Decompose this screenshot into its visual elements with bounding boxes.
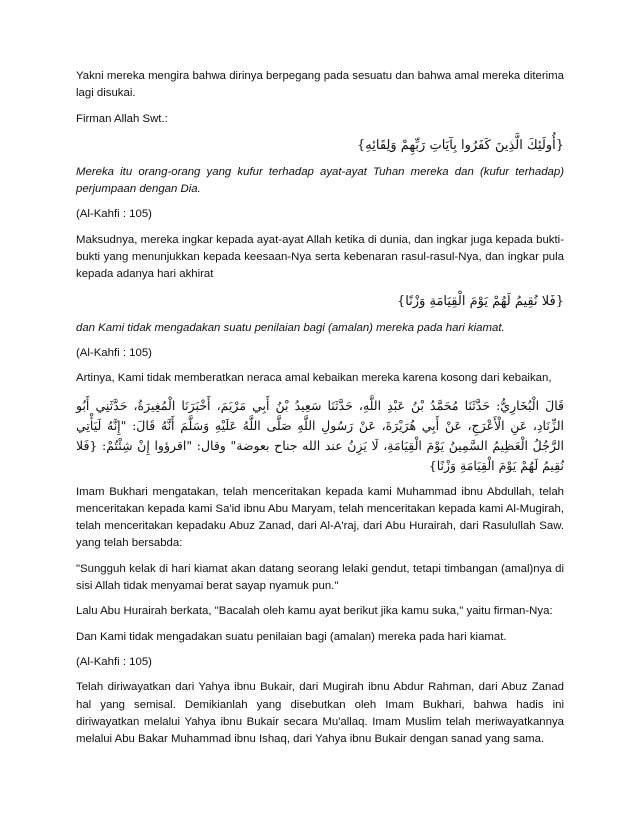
document-page [76,68,564,748]
arabic-hadith: قَالَ الْبُخَارِيُّ: حَدَّثَنَا مُحَمَّدُ بْنُ عَبْدِ اللَّهِ، حَدَّثَنَا سَعِيدُ بْنُ أَبِي مَرْيَمَ، أَخْبَرَنَا الْمُغِيرَةُ، حَدَّثَنِي أَبُو الزِّنَادِ، عَنِ الْأَعْرَجِ، عَنْ أَبِي هُرَيْرَةَ، عَنْ رَسُولِ اللَّهِ صَلَّى اللَّهُ عَلَيْهِ وَسَلَّمَ أَنَّهُ قَالَ: "إِنَّهُ لَيَأْتِي الرَّجُلُ الْعَظِيمُ السَّمِينُ يَوْمَ الْقِيَامَةِ، لَا يَزِنُ عند الله جناح بعوضة" وقال: "اقرؤوا إِنْ شِئْتُمْ: {فَلا نُقِيمُ لَهُمْ يَوْمَ الْقِيَامَةِ وَزْنًا} [76,397,564,473]
arabic-verse-1: {أُولَئِكَ الَّذِينَ كَفَرُوا بِآيَاتِ رَبِّهِمْ وَلِقَائِهِ} [357,137,564,153]
paragraph-narration: Telah diriwayatkan dari Yahya ibnu Bukair, dari Mugirah ibnu Abdur Rahman, dari Abuz Zanad hal yang semisal. Demikianlah yang disebutkan oleh Imam Bukhari, bahwa hadis ini diriwayatkan melalui Yahya ibnu Bukair secara Mu'allaq. Imam Muslim telah meriwayatkannya melalui Abu Bakar Muhammad ibnu Ishaq, dari Yahya ibnu Bukair dengan sanad yang sama. [76,681,564,746]
paragraph-translation-3: Dan Kami tidak mengadakan suatu penilaian bagi (amalan) mereka pada hari kiamat. [76,630,507,643]
reference-1: (Al-Kahfi : 105) [76,208,152,221]
paragraph-intro: Yakni mereka mengira bahwa dirinya berpegang pada sesuatu dan bahwa amal mereka diterima lagi disukai. [76,70,564,100]
paragraph-meaning: Artinya, Kami tidak memberatkan neraca amal kebaikan mereka karena kosong dari kebaikan, [76,372,552,385]
reference-2: (Al-Kahfi : 105) [76,346,152,359]
paragraph-hadith-translation: "Sungguh kelak di hari kiamat akan datang seorang lelaki gendut, tetapi timbangan (amal)nya di sisi Allah tidak menyamai berat sayap nyamuk pun." [76,562,564,593]
paragraph-translation-2: dan Kami tidak mengadakan suatu penilaian bagi (amalan) mereka pada hari kiamat. [76,321,505,334]
paragraph-explanation: Maksudnya, mereka ingkar kepada ayat-ayat Allah ketika di dunia, dan ingkar juga kepada bukti-bukti yang menunjukkan kepada keesaan-Nya serta kebenaran rasul-rasul-Nya, dan ingkar pula kepada adanya hari akhirat [76,233,564,281]
paragraph-firman: Firman Allah Swt.: [76,112,168,125]
paragraph-bukhari: Imam Bukhari mengatakan, telah menceritakan kepada kami Muhammad ibnu Abdullah, telah menceritakan kepada kami Sa'id ibnu Abu Maryam, telah menceritakan kepada kami Al-Mugirah, telah menceritakan kepadaku Abuz Zanad, dari Al-A'raj, dari Abu Hurairah, dari Rasulullah Saw. yang telah bersabda: [76,485,564,550]
paragraph-translation-1: Mereka itu orang-orang yang kufur terhadap ayat-ayat Tuhan mereka dan (kufur terhadap) perjumpaan dengan Dia. [76,165,564,196]
arabic-verse-2: {فَلا نُقِيمُ لَهُمْ يَوْمَ الْقِيَامَةِ وَزْنًا} [396,293,564,309]
paragraph-abu-hurairah: Lalu Abu Hurairah berkata, "Bacalah oleh kamu ayat berikut jika kamu suka," yaitu firman-Nya: [76,605,553,618]
reference-3: (Al-Kahfi : 105) [76,655,152,668]
